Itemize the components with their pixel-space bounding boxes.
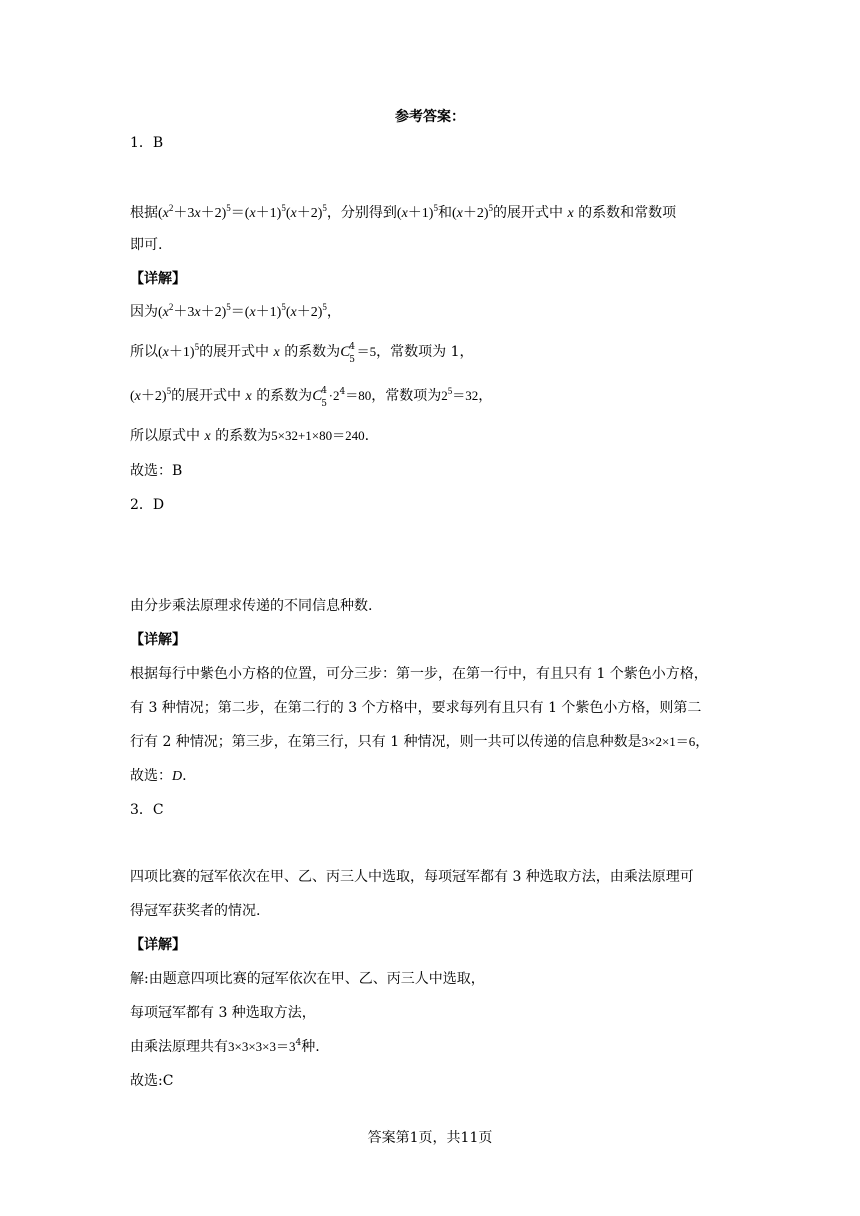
page-title: 参考答案：: [395, 109, 465, 125]
q3-analysis-line2: 得冠军获奖者的情况.: [130, 903, 261, 919]
q2-detail-line1: 根据每行中紫色小方格的位置，可分三步：第一步，在第一行中，有且只有 1 个紫色小方格，: [130, 666, 708, 682]
q3-answer: 3．C: [130, 802, 164, 818]
q2-answer: 2．D: [130, 497, 165, 513]
q3-detail-label: 【详解】: [130, 937, 186, 953]
page-footer: 答案第1页，共11页: [367, 1130, 493, 1146]
q2-detail-line3: 行有 2 种情况；第三步，在第三行，只有 1 种情况，则一共可以传递的信息种数是3×2×1＝6，: [130, 734, 710, 750]
q1-analysis-line1: 根据$(x^2+3x+2)^5=(x+1)^5(x+2)^5$，分别得到$(x+1)^5$和$(x+2)^5$的展开式中 x 的系数和常数项: [130, 203, 677, 221]
q1-detail-label: 【详解】: [130, 271, 186, 287]
q3-detail-line2: 每项冠军都有 3 种选取方法，: [130, 1005, 316, 1021]
q2-choice: 故选：D.: [130, 768, 187, 784]
q2-detail-line2: 有 3 种情况；第二步，在第二行的 3 个方格中，要求每列有且只有 1 个紫色小方格，则第二: [130, 700, 702, 716]
q1-detail-line4: 所以原式中 x 的系数为5×32+1×80＝240.: [130, 428, 370, 444]
q1-detail-line3: $(x+2)^5$的展开式中 x 的系数为C 4 5 $\cdot 2^4=80$，常数项为$2^5=32$，: [130, 386, 493, 409]
q1-detail-line1: 因为$(x^2+3x+2)^5=(x+1)^5(x+2)^5$，: [130, 302, 341, 320]
q1-detail-line2: 所以$(x+1)^5$的展开式中 x 的系数为C 4 5 ＝5，常数项为 1，: [130, 342, 474, 365]
q3-detail-line3: 由乘法原理共有$3\times 3\times 3\times 3=3^4$种.: [130, 1038, 320, 1055]
q3-analysis-line1: 四项比赛的冠军依次在甲、乙、丙三人中选取，每项冠军都有 3 种选取方法，由乘法原理可: [130, 869, 694, 885]
q1-answer: 1．B: [130, 135, 164, 151]
q2-detail-label: 【详解】: [130, 632, 186, 648]
q3-detail-line1: 解:由题意四项比赛的冠军依次在甲、乙、丙三人中选取，: [130, 971, 485, 987]
q2-analysis: 由分步乘法原理求传递的不同信息种数.: [130, 598, 373, 614]
q1-analysis-line2: 即可.: [130, 237, 163, 253]
q3-choice: 故选:C: [130, 1073, 174, 1089]
q1-choice: 故选：B: [130, 463, 183, 479]
